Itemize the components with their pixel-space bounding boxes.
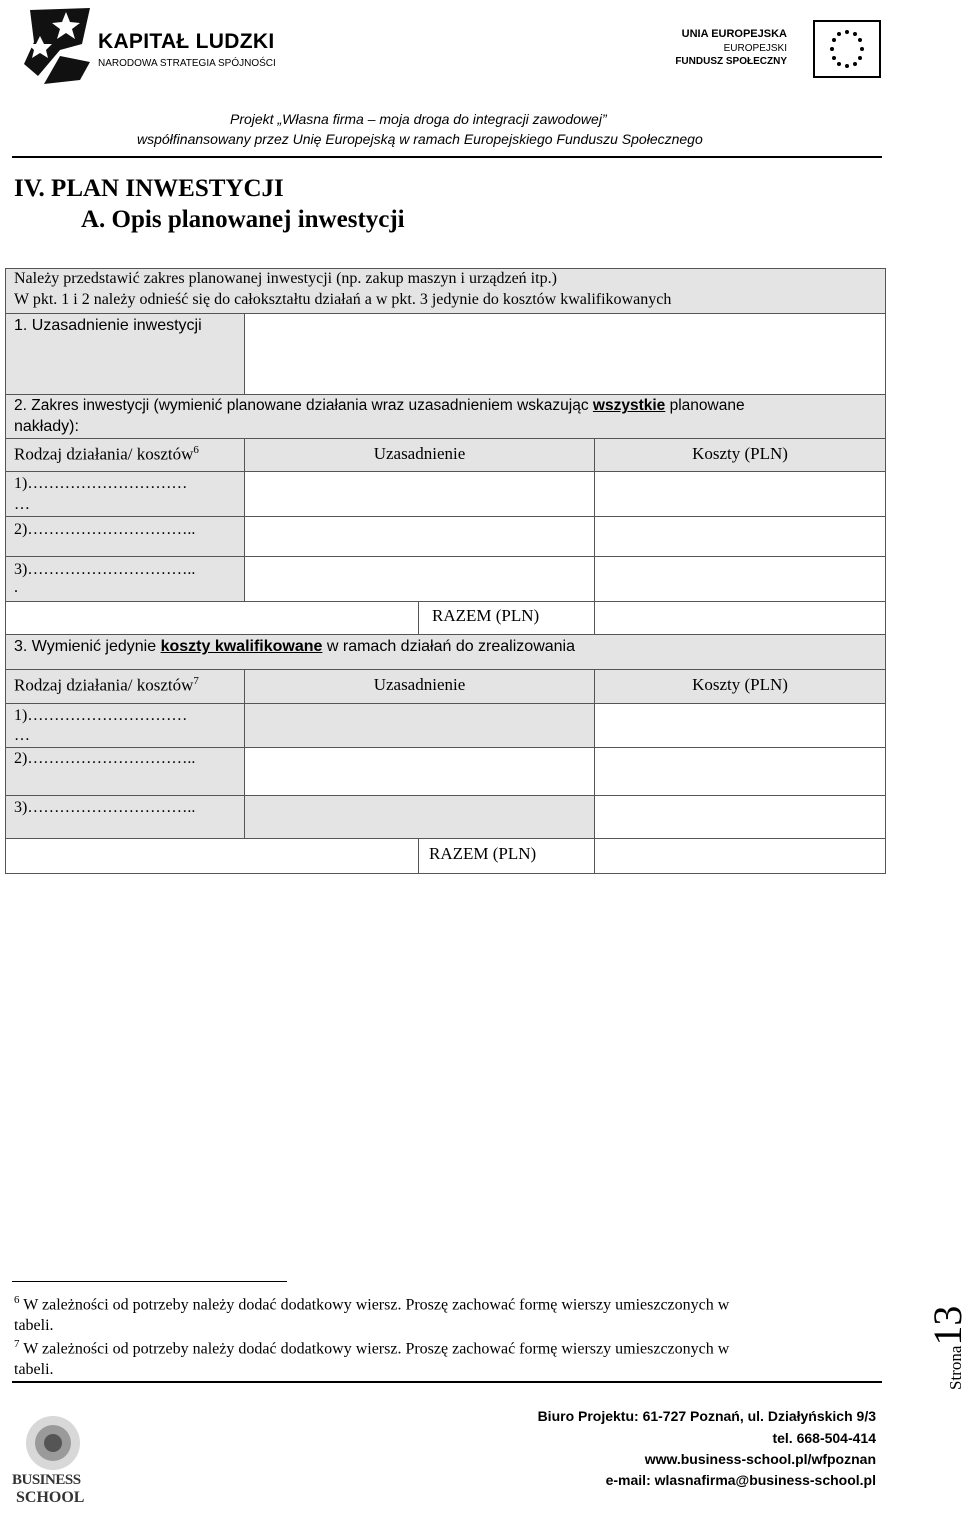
logo-right-line3: FUNDUSZ SPOŁECZNY xyxy=(675,56,787,67)
t2-row2-justification[interactable] xyxy=(244,747,595,796)
t2-col3-header xyxy=(594,669,886,704)
q2-line-1 xyxy=(14,397,745,415)
business-school-logo xyxy=(12,1414,94,1510)
q3-row xyxy=(5,634,886,670)
t1-row3-cont: . xyxy=(14,579,18,596)
t1-col1-header xyxy=(5,438,245,472)
t2-row1-dots: 1)………………………… xyxy=(14,707,188,724)
t2-total-label: RAZEM (PLN) xyxy=(429,844,537,863)
footnote-6 xyxy=(14,1290,874,1336)
eu-flag-icon xyxy=(813,20,881,78)
t1-total-value[interactable] xyxy=(594,601,886,635)
page-number-value: 13 xyxy=(925,1305,970,1346)
t2-row1-cont: … xyxy=(14,727,30,744)
project-line-1: Projekt „Własna firma – moja droga do integracji zawodowej” xyxy=(230,111,607,127)
header-rule xyxy=(12,156,882,158)
logo-right-line1: UNIA EUROPEJSKA xyxy=(681,28,787,40)
t2-row1-justification[interactable] xyxy=(244,703,595,748)
footer-phone: tel. 668-504-414 xyxy=(772,1430,876,1446)
footer-email-link[interactable]: e-mail: wlasnafirma@business-school.pl xyxy=(605,1472,876,1488)
t1-col2-header xyxy=(244,438,595,472)
logo-right-line2: EUROPEJSKI xyxy=(723,43,787,54)
project-line-2: współfinansowany przez Unię Europejską w ramach Europejskiego Funduszu Społecznego xyxy=(137,131,703,147)
t2-total-blank xyxy=(5,838,419,874)
footnote-6-cont: tabeli. xyxy=(14,1317,54,1335)
footnote-7-text: W zależności od potrzeby należy dodać dodatkowy wiersz. Proszę zachować formę wierszy umieszczonych w xyxy=(23,1340,730,1358)
subsection-title: A. Opis planowanej inwestycji xyxy=(81,206,405,233)
q1-answer-field[interactable] xyxy=(244,313,886,395)
q3-line xyxy=(14,638,575,656)
q2-row xyxy=(5,394,886,439)
kapital-ludzki-logo xyxy=(20,6,300,86)
t2-total-label-cell xyxy=(418,838,595,874)
t1-row2-type[interactable] xyxy=(5,516,245,557)
t2-row1-cost[interactable] xyxy=(594,703,886,748)
q2-underlined: wszystkie xyxy=(592,397,666,414)
t1-row1-cost[interactable] xyxy=(594,471,886,517)
footnote-ref-7: 7 xyxy=(193,675,199,687)
intro-row xyxy=(5,268,886,314)
kapital-ludzki-emblem-icon xyxy=(20,6,98,86)
t2-col1-label: Rodzaj działania/ kosztów$^7$ xyxy=(14,675,199,695)
t2-row3-dots: 3)………………………….. xyxy=(14,799,196,816)
footnote-rule xyxy=(12,1281,287,1282)
footer-address: Biuro Projektu: 61-727 Poznań, ul. Działyńskich 9/3 xyxy=(537,1408,876,1424)
t1-row3-type[interactable] xyxy=(5,556,245,602)
q1-label-cell xyxy=(5,313,245,395)
t2-row2-dots: 2)………………………….. xyxy=(14,750,196,767)
t2-row2-cost[interactable] xyxy=(594,747,886,796)
footnote-7-cont: tabeli. xyxy=(14,1361,54,1379)
business-school-line1: BUSINESS xyxy=(12,1472,81,1488)
t1-total-label: RAZEM (PLN) xyxy=(432,606,540,625)
t1-col1-label: Rodzaj działania/ kosztów$^6$ xyxy=(14,444,199,464)
page-number xyxy=(924,1306,971,1390)
t1-row3-cost[interactable] xyxy=(594,556,886,602)
footnote-ref-6: 6 xyxy=(193,444,199,456)
intro-line-2: W pkt. 1 i 2 należy odnieść się do całokształtu działań a w pkt. 3 jedynie do kosztów kwalifikowanych xyxy=(14,291,672,308)
eu-logo xyxy=(668,20,883,80)
footer-website-link[interactable]: www.business-school.pl/wfpoznan xyxy=(644,1451,876,1467)
t2-row1-type[interactable] xyxy=(5,703,245,748)
t1-col3-header xyxy=(594,438,886,472)
t2-col2-header xyxy=(244,669,595,704)
t2-row3-cost[interactable] xyxy=(594,795,886,839)
q2-pre: 2. Zakres inwestycji (wymienić planowane działania wraz uzasadnieniem wskazując xyxy=(14,397,593,414)
q2-line-2: nakłady): xyxy=(14,418,79,435)
t1-row2-dots: 2)………………………….. xyxy=(14,521,196,538)
footnote-6-line xyxy=(14,1290,874,1315)
t1-row1-dots: 1)………………………… xyxy=(14,475,188,492)
t1-total-blank xyxy=(5,601,419,635)
footer-rule xyxy=(12,1381,882,1383)
t1-row3-dots: 3)………………………….. xyxy=(14,561,196,578)
t1-row3-justification[interactable] xyxy=(244,556,595,602)
footnote-6-number: 6 xyxy=(14,1294,20,1306)
footnote-6-text: W zależności od potrzeby należy dodać dodatkowy wiersz. Proszę zachować formę wierszy umieszczonych w xyxy=(23,1296,730,1314)
t2-total-value[interactable] xyxy=(594,838,886,874)
t2-row3-type[interactable] xyxy=(5,795,245,839)
q1-label: 1. Uzasadnienie inwestycji xyxy=(14,317,202,334)
t1-row2-justification[interactable] xyxy=(244,516,595,557)
q3-post: w ramach działań do zrealizowania xyxy=(322,638,575,655)
intro-line-1: Należy przedstawić zakres planowanej inwestycji (np. zakup maszyn i urządzeń itp.) xyxy=(14,270,557,287)
q3-pre: 3. Wymienić jedynie xyxy=(14,638,161,655)
q3-underlined: koszty kwalifikowane xyxy=(160,638,323,655)
t2-col1-header xyxy=(5,669,245,704)
t1-row1-justification[interactable] xyxy=(244,471,595,517)
t1-col2-label: Uzasadnienie xyxy=(373,444,466,463)
business-school-line2: SCHOOL xyxy=(16,1489,85,1506)
t2-col2-label: Uzasadnienie xyxy=(373,675,466,694)
logo-left-subtitle: NARODOWA STRATEGIA SPÓJNOŚCI xyxy=(98,58,276,69)
t1-row1-cont: … xyxy=(14,496,30,513)
t2-row3-justification[interactable] xyxy=(244,795,595,839)
footnote-7-number: 7 xyxy=(14,1338,20,1350)
t1-row2-cost[interactable] xyxy=(594,516,886,557)
t1-row1-type[interactable] xyxy=(5,471,245,517)
t1-col3-label: Koszty (PLN) xyxy=(692,444,788,463)
section-title: IV. PLAN INWESTYCJI xyxy=(14,175,284,202)
logo-left-title: KAPITAŁ LUDZKI xyxy=(98,30,275,53)
t2-col3-label: Koszty (PLN) xyxy=(692,675,788,694)
t1-total-label-cell xyxy=(418,601,595,635)
business-school-emblem-icon xyxy=(16,1414,90,1472)
footnote-7 xyxy=(14,1334,874,1380)
q2-post: planowane xyxy=(665,397,745,414)
footnote-7-line xyxy=(14,1334,874,1359)
page-number-label: Strona xyxy=(946,1345,965,1390)
t2-row2-type[interactable] xyxy=(5,747,245,796)
